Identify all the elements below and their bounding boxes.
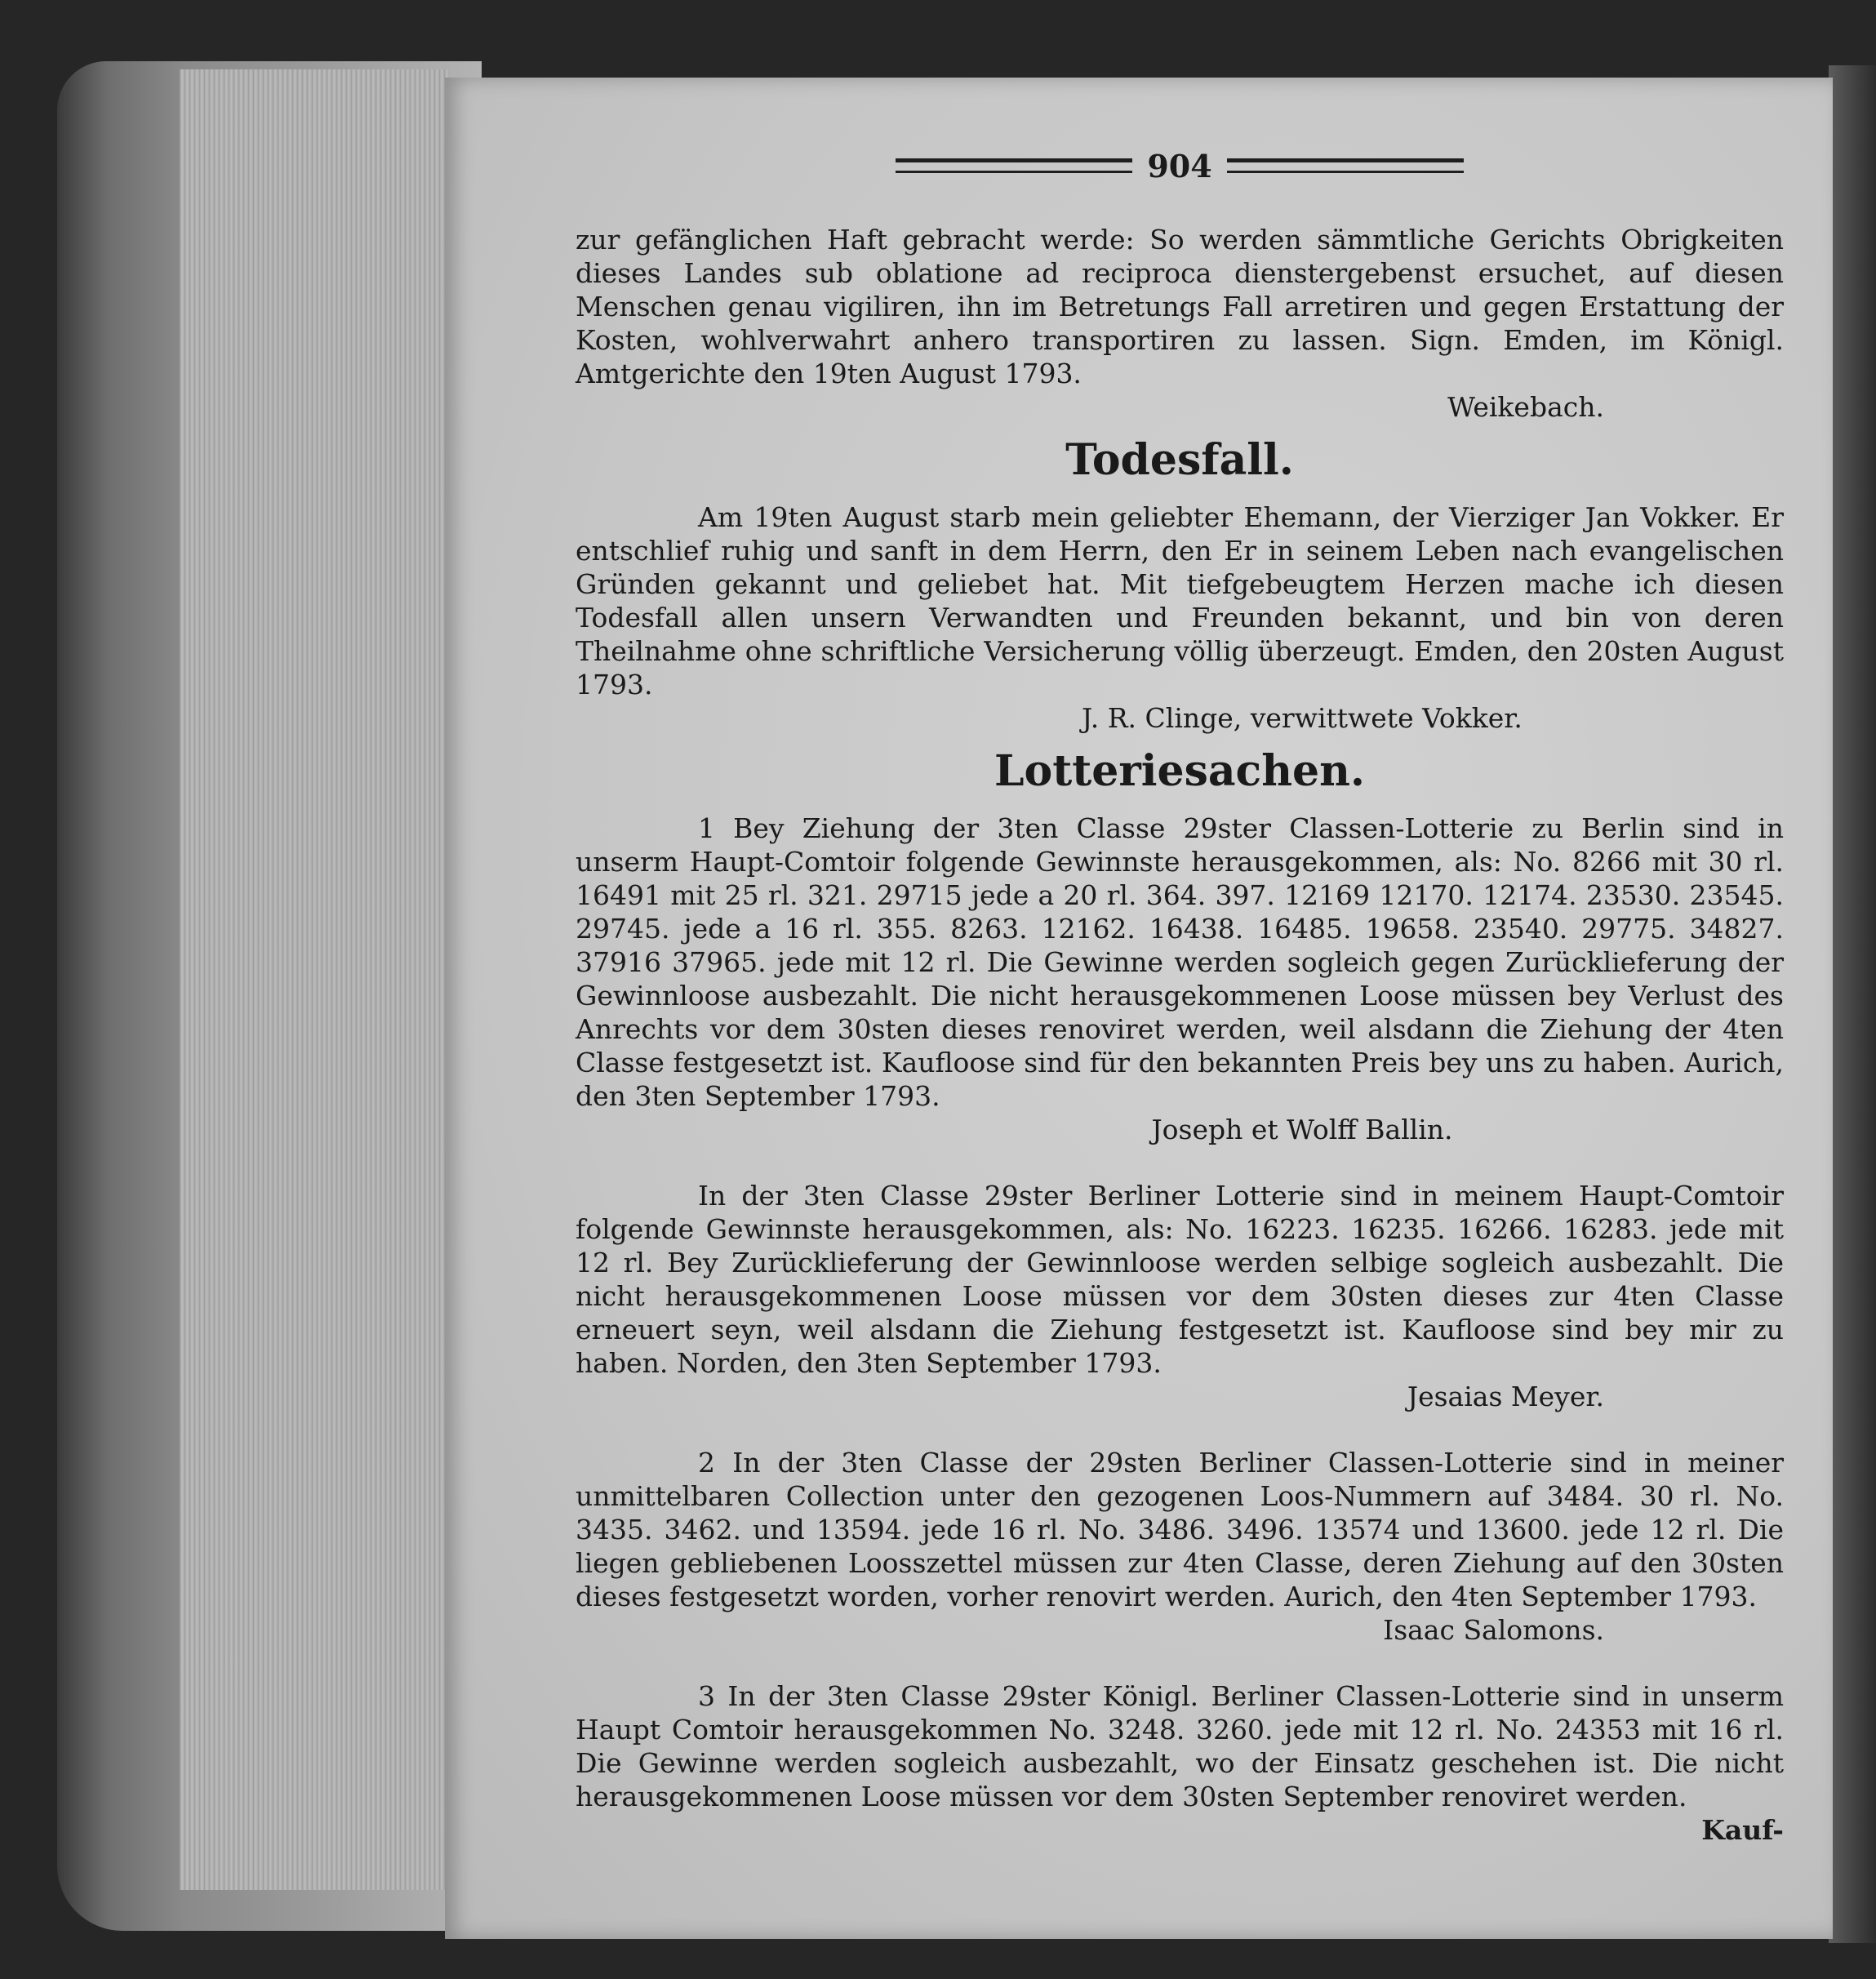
page-stack xyxy=(180,69,449,1890)
lottery-signature-2: Jesaias Meyer. xyxy=(1407,1381,1604,1412)
lottery-signature-3: Isaac Salomons. xyxy=(1383,1614,1604,1646)
page-header xyxy=(576,143,1784,189)
header-rule-right xyxy=(1227,158,1464,173)
spacer xyxy=(576,1413,1784,1446)
page-number: 904 xyxy=(1147,147,1212,185)
book-binding xyxy=(1829,65,1876,1943)
lottery-notice-1: 1 Bey Ziehung der 3ten Classe 29ster Classen-Lotterie zu Berlin sind in unserm Haupt-Comtoir folgende Gewinnste herausgekommen, als: No. 8266 mit 30 rl. 16491 mit 25 rl. 321. 29715 jede a 20 rl. 364. 397. 12169 12170. 12174. 23530. 23545. 29745. jede a 16 rl. 355. 8263. 12162. 16438. 16485. 19658. 23540. 29775. 34827. 37916 37965. jede mit 12 rl. Die Gewinne werden sogleich gegen Zurücklieferung der Gewinnloose ausbezahlt. Die nicht herausgekommenen Loose müssen bey Verlust des Anrechts vor dem 30sten dieses renoviret werden, weil alsdann die Ziehung der 4ten Classe festgesetzt ist. Kaufloose sind für den bekannten Preis bey uns zu haben. Aurich, den 3ten September 1793. xyxy=(576,812,1784,1112)
lottery-heading: Lotteriesachen. xyxy=(994,746,1366,796)
spacer xyxy=(576,1647,1784,1679)
catchword: Kauf- xyxy=(1701,1814,1784,1846)
notice-signature: Weikebach. xyxy=(1447,391,1604,423)
death-signature: J. R. Clinge, verwittwete Vokker. xyxy=(1082,702,1523,734)
page-text xyxy=(576,143,1784,1847)
notice-continuation: zur gefänglichen Haft gebracht werde: So werden sämmtliche Gerichts Obrigkeiten dieses Landes sub oblatione ad reciproca dienstergebenst ersuchet, auf diesen Menschen genau vigiliren, ihn im Betretungs Fall arretiren und gegen Erstattung der Kosten, wohlverwahrt anhero transportiren zu lassen. Sign. Emden, im Königl. Amtgerichte den 19ten August 1793. xyxy=(576,224,1784,389)
page xyxy=(445,78,1833,1939)
spacer xyxy=(576,1146,1784,1179)
header-rule-left xyxy=(896,158,1132,173)
lottery-notice-2: In der 3ten Classe 29ster Berliner Lotterie sind in meinem Haupt-Comtoir folgende Gewinnste herausgekommen, als: No. 16223. 16235. 16266. 16283. jede mit 12 rl. Bey Zurücklieferung der Gewinnloose werden selbige sogleich ausbezahlt. Die nicht herausgekommenen Loose müssen vor dem 30sten dieses zur 4ten Classe erneuert seyn, weil alsdann die Ziehung festgesetzt ist. Kaufloose sind bey mir zu haben. Norden, den 3ten September 1793. xyxy=(576,1180,1784,1379)
lottery-notice-4: 3 In der 3ten Classe 29ster Königl. Berliner Classen-Lotterie sind in unserm Haupt Comtoir herausgekommen No. 3248. 3260. jede mit 12 rl. No. 24353 mit 16 rl. Die Gewinne werden sogleich ausbezahlt, wo der Einsatz geschehen ist. Die nicht herausgekommenen Loose müssen vor dem 30sten September renoviret werden. xyxy=(576,1680,1784,1812)
death-heading: Todesfall. xyxy=(1065,435,1294,485)
death-notice: Am 19ten August starb mein geliebter Ehemann, der Vierziger Jan Vokker. Er entschlief ruhig und sanft in dem Herrn, den Er in seinem Leben nach evangelischen Gründen gekannt und geliebet hat. Mit tiefgebeugtem Herzen mache ich diesen Todesfall allen unsern Verwandten und Freunden bekannt, und bin von deren Theilnahme ohne schriftliche Versicherung völlig überzeugt. Emden, den 20sten August 1793. xyxy=(576,501,1784,700)
lottery-notice-3: 2 In der 3ten Classe der 29sten Berliner Classen-Lotterie sind in meiner unmittelbaren Collection unter den gezogenen Loos-Nummern auf 3484. 30 rl. No. 3435. 3462. und 13594. jede 16 rl. No. 3486. 3496. 13574 und 13600. jede 12 rl. Die liegen gebliebenen Loosszettel müssen zur 4ten Classe, deren Ziehung auf den 30sten dieses festgesetzt worden, vorher renovirt werden. Aurich, den 4ten September 1793. xyxy=(576,1447,1784,1612)
lottery-signature-1: Joseph et Wolff Ballin. xyxy=(1151,1114,1453,1145)
